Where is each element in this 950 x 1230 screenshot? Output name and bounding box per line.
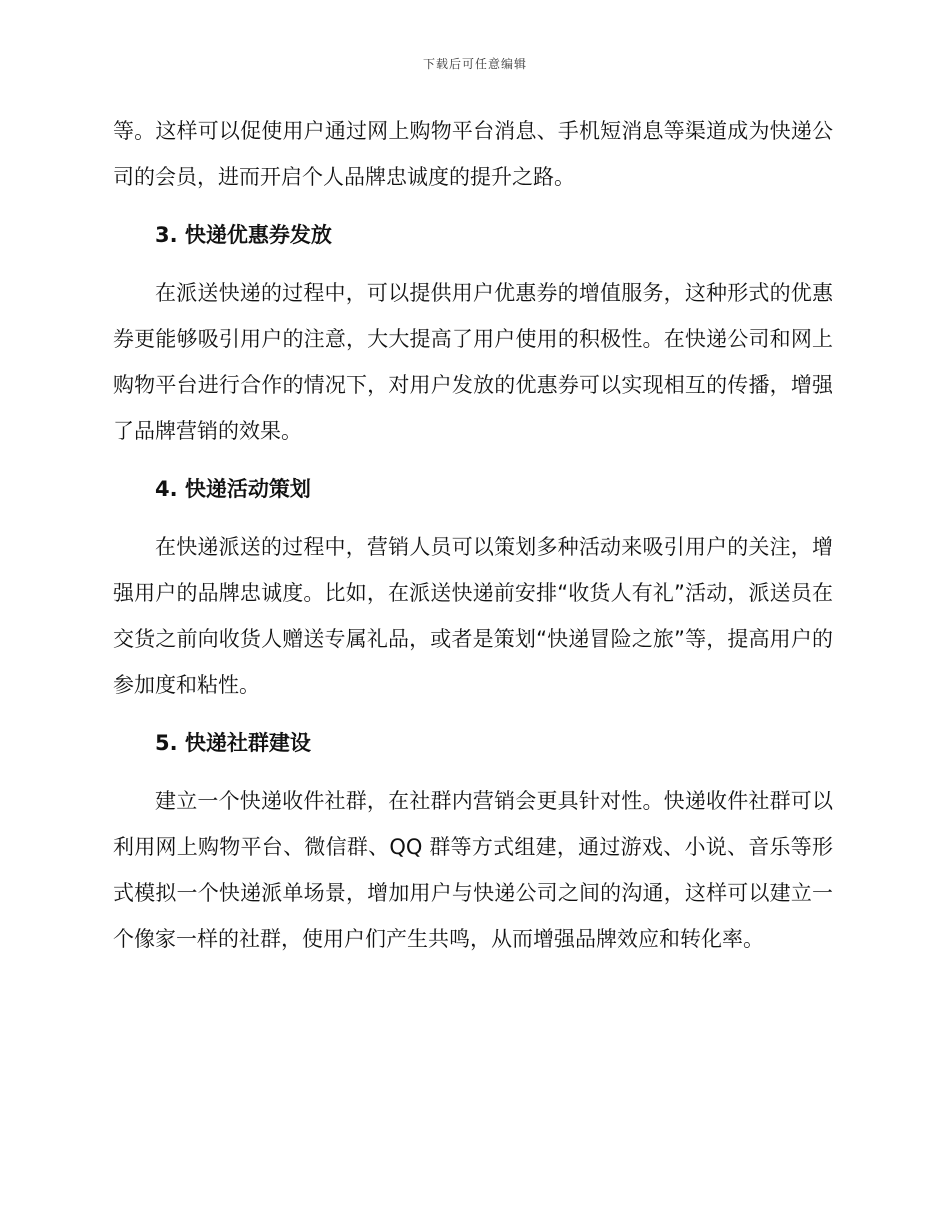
- document-body: [113, 108, 833, 962]
- section-heading-coupons: 3. 快递优惠券发放: [155, 223, 332, 247]
- header-note: 下载后可任意编辑: [422, 57, 527, 71]
- intro-paragraph: 等。这样可以促使用户通过网上购物平台消息、手机短消息等渠道成为快递公司的会员，进而开启个人品牌忠诚度的提升之路。: [113, 119, 833, 189]
- section-body-community: 建立一个快递收件社群，在社群内营销会更具针对性。快递收件社群可以利用网上购物平台、微信群、QQ 群等方式组建，通过游戏、小说、音乐等形式模拟一个快递派单场景，增加用户与快递公司之间的沟通，这样可以建立一个像家一样的社群，使用户们产生共鸣，从而增强品牌效应和转化率。: [113, 789, 833, 951]
- section-body-coupons: 在派送快递的过程中，可以提供用户优惠券的增值服务，这种形式的优惠券更能够吸引用户的注意，大大提高了用户使用的积极性。在快递公司和网上购物平台进行合作的情况下，对用户发放的优惠券可以实现相互的传播，增强了品牌营销的效果。: [113, 281, 833, 443]
- section-heading-community: 5. 快递社群建设: [155, 731, 311, 755]
- section-heading-activities: 4. 快递活动策划: [155, 477, 311, 501]
- section-body-activities: 在快递派送的过程中，营销人员可以策划多种活动来吸引用户的关注，增强用户的品牌忠诚度。比如，在派送快递前安排“收货人有礼”活动，派送员在交货之前向收货人赠送专属礼品，或者是策划“快递冒险之旅”等，提高用户的参加度和粘性。: [113, 535, 833, 697]
